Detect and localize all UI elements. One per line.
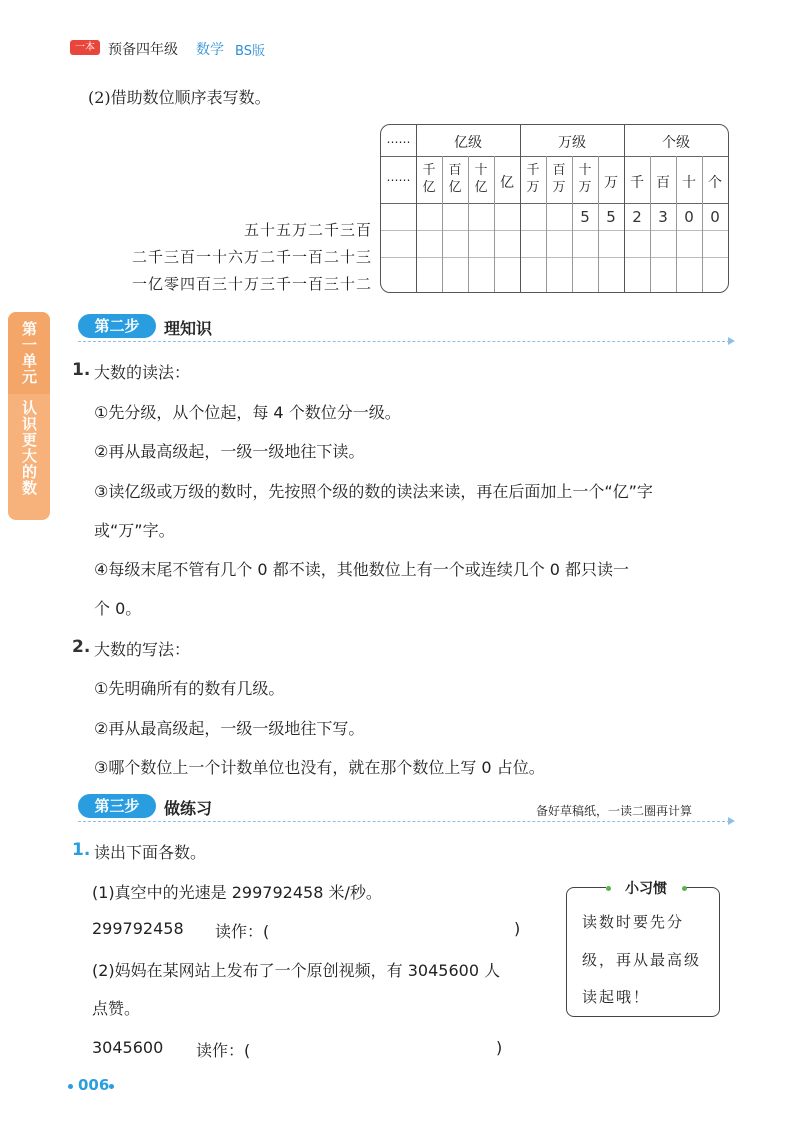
question-title: (2)借助数位顺序表写数。 <box>88 88 271 107</box>
place-value-table <box>380 124 729 293</box>
step2-title: 理知识 <box>164 319 213 338</box>
digit-cell: 0 <box>710 208 720 226</box>
step3-divider <box>78 821 730 822</box>
header-grade: 预备四年级 <box>108 42 178 58</box>
number-words-3: 一亿零四百三十万三千一百三十二 <box>131 275 372 293</box>
digit-cell: 5 <box>606 208 616 226</box>
group-ge: 个级 <box>662 135 690 151</box>
dot-icon <box>109 1084 114 1089</box>
place-baiwan: 百 万 <box>552 163 566 195</box>
q1-answer-field[interactable] <box>270 917 510 939</box>
rule-line: ③读亿级或万级的数时，先按照个级的数的读法来读，再在后面加上一个“亿”字 <box>94 482 653 501</box>
tip-line: 读起哦！ <box>582 988 651 1006</box>
digit-cell: 5 <box>580 208 590 226</box>
q1-read-label: 读作：( <box>215 922 270 941</box>
place-shiwan: 十 万 <box>578 163 592 195</box>
item-title: 大数的读法： <box>94 363 191 382</box>
place-ge: 个 <box>708 175 722 191</box>
number-words-1: 五十五万二千三百 <box>243 221 372 239</box>
step3-note: 备好草稿纸，一读二圈再计算 <box>536 804 693 818</box>
rule-line: ①先明确所有的数有几级。 <box>94 679 285 698</box>
place-shi: 十 <box>682 175 696 191</box>
tip-line: 读数时要先分 <box>582 913 685 931</box>
place-baiyi: 百 亿 <box>448 163 462 195</box>
dot-icon <box>606 886 611 891</box>
rule-line: ③哪个数位上一个计数单位也没有，就在那个数位上写 0 占位。 <box>94 758 545 777</box>
step2-divider <box>78 341 730 342</box>
step3-title: 做练习 <box>164 799 213 818</box>
arrow-icon <box>728 337 735 345</box>
number-words-2: 二千三百一十六万二千一百二十三 <box>131 248 372 266</box>
unit-label: 第一单元 <box>8 312 50 394</box>
digit-cell: 3 <box>658 208 668 226</box>
q2-number: 3045600 <box>92 1038 164 1057</box>
item-title: 大数的写法： <box>94 640 191 659</box>
place-wan: 万 <box>604 175 618 191</box>
arrow-icon <box>728 817 735 825</box>
q2-close-paren: ) <box>496 1038 503 1057</box>
rule-line: ②再从最高级起，一级一级地往下写。 <box>94 719 365 738</box>
page-number: 006 <box>78 1076 110 1094</box>
place-qian: 千 <box>630 175 644 191</box>
group-wan: 万级 <box>558 135 586 151</box>
place-bai: 百 <box>656 175 670 191</box>
dot-icon <box>682 886 687 891</box>
ellipsis-place: …… <box>386 170 411 184</box>
header-subject: 数学 <box>196 42 224 58</box>
rule-line: ④每级末尾不管有几个 0 都不读，其他数位上有一个或连续几个 0 都只读一 <box>94 560 630 579</box>
item-number: 1. <box>72 360 91 380</box>
place-qianwan: 千 万 <box>526 163 540 195</box>
exercise-q1: (1)真空中的光速是 299792458 米/秒。 <box>92 883 382 902</box>
place-shiyi: 十 亿 <box>474 163 488 195</box>
q1-close-paren: ) <box>514 919 521 938</box>
q1-number: 299792458 <box>92 919 184 938</box>
ellipsis-group: …… <box>386 132 411 146</box>
q2-answer-field[interactable] <box>250 1036 490 1058</box>
step3-badge: 第三步 <box>78 794 156 818</box>
unit-topic: 认识更大的数 <box>20 400 38 496</box>
step2-badge: 第二步 <box>78 314 156 338</box>
rule-line: ①先分级，从个位起，每 4 个数位分一级。 <box>94 403 401 422</box>
rule-line: 个 0。 <box>94 599 142 618</box>
digit-cell: 0 <box>684 208 694 226</box>
dot-icon <box>68 1084 73 1089</box>
header-edition: BS版 <box>235 44 265 59</box>
rule-line: 或“万”字。 <box>94 521 175 540</box>
item-number: 2. <box>72 637 91 657</box>
group-yi: 亿级 <box>454 135 482 151</box>
place-qianyi: 千 亿 <box>422 163 436 195</box>
digit-cell: 2 <box>632 208 642 226</box>
unit-side-tab <box>8 312 50 520</box>
rule-line: ②再从最高级起，一级一级地往下读。 <box>94 442 365 461</box>
series-logo: 一本 <box>70 40 100 55</box>
exercise-q2-line1: (2)妈妈在某网站上发布了一个原创视频，有 3045600 人 <box>92 961 501 980</box>
exercise-number: 1. <box>72 840 91 860</box>
exercise-title: 读出下面各数。 <box>94 843 207 862</box>
place-yi: 亿 <box>500 175 514 191</box>
q2-read-label: 读作：( <box>196 1041 251 1060</box>
exercise-q2-line2: 点赞。 <box>92 999 141 1018</box>
tip-line: 级，再从最高级 <box>582 951 702 969</box>
tip-title: 小习惯 <box>606 878 686 898</box>
